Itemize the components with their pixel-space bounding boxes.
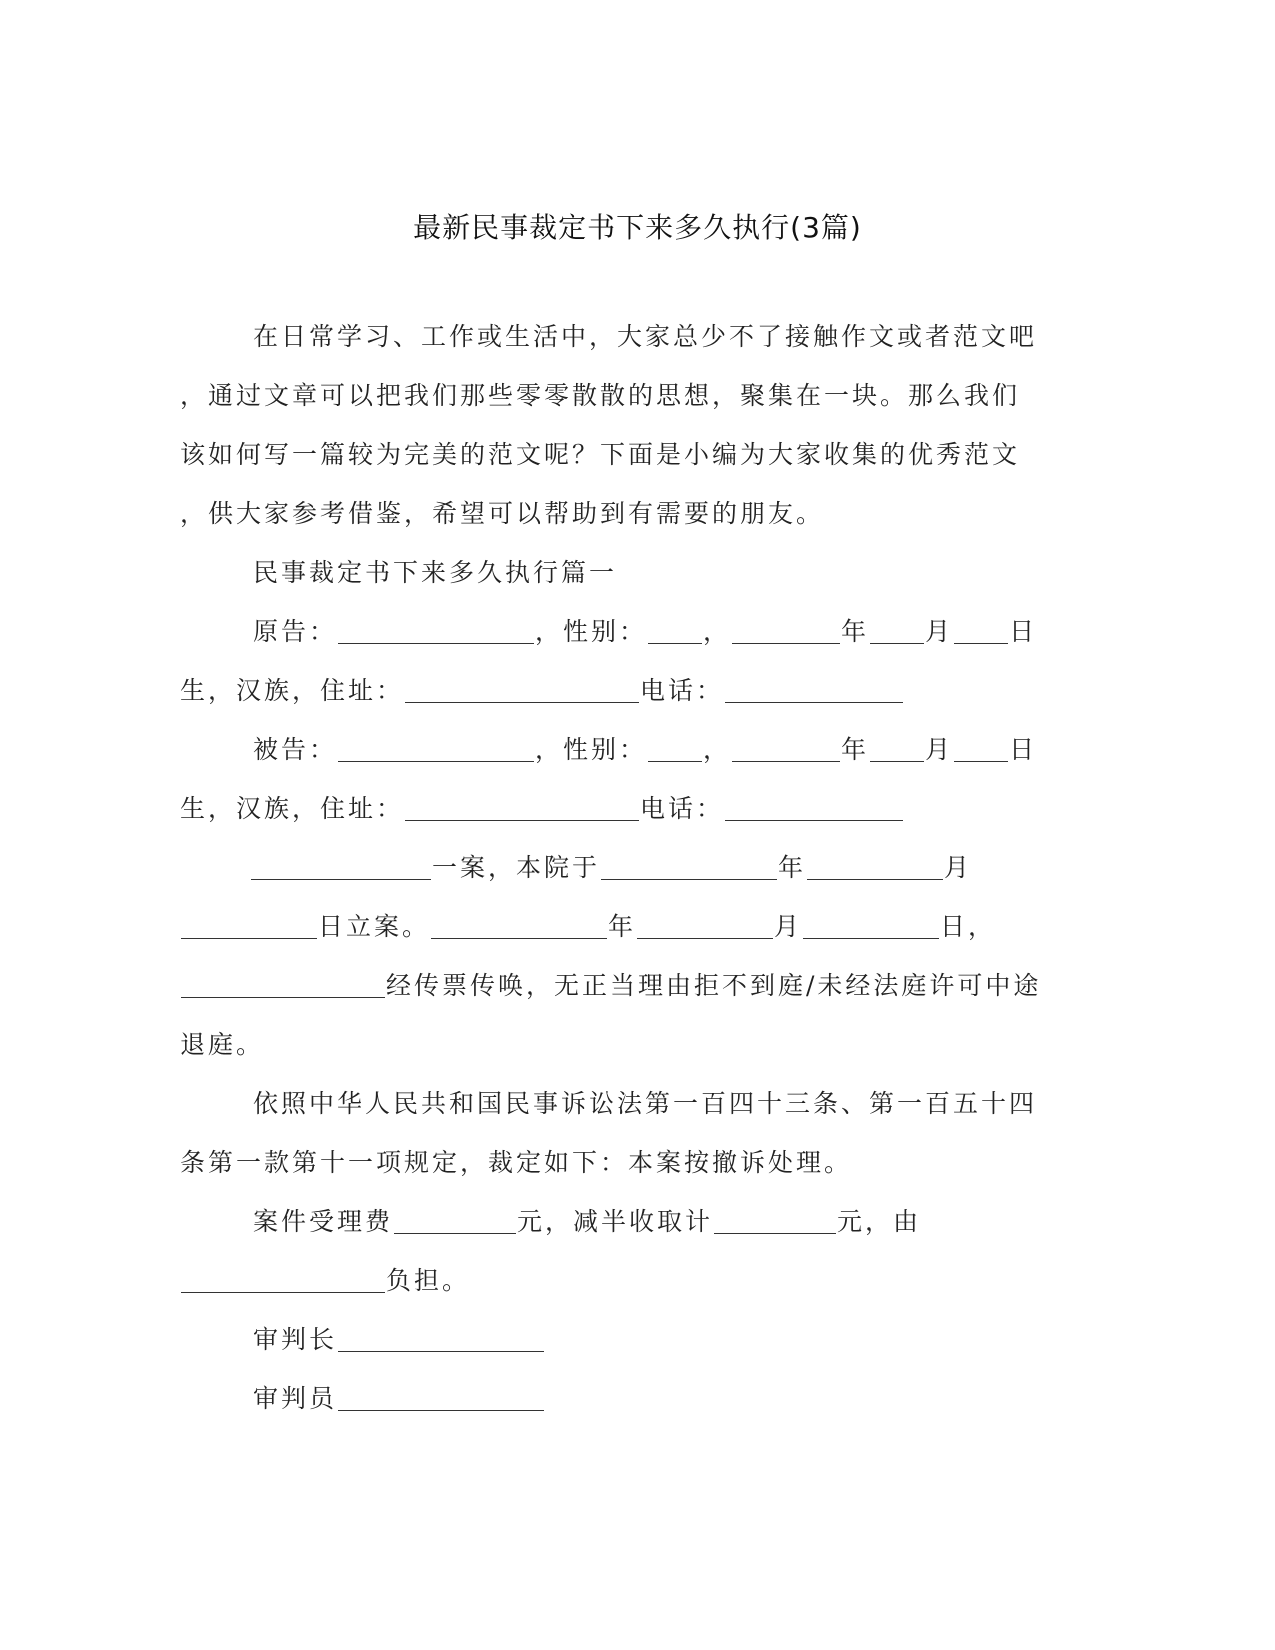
case-text: 一案，本院于 xyxy=(432,853,601,882)
defendant-address-label: 生，汉族，住址： xyxy=(180,794,405,823)
case-absence-text: 经传票传唤，无正当理由拒不到庭/未经法庭许可中途 xyxy=(386,971,1042,1000)
comma: ， xyxy=(703,735,732,764)
plaintiff-label: 原告： xyxy=(253,617,338,646)
defendant-address-blank[interactable] xyxy=(405,796,639,821)
section-heading: 民事裁定书下来多久执行篇一 xyxy=(253,558,618,587)
defendant-phone-blank[interactable] xyxy=(725,796,903,821)
case-line-1 xyxy=(250,853,972,883)
plaintiff-line-1 xyxy=(253,617,1037,647)
plaintiff-address-label: 生，汉族，住址： xyxy=(180,676,405,705)
document-title: 最新民事裁定书下来多久执行(3篇) xyxy=(413,211,862,244)
hearing-year-blank[interactable] xyxy=(431,914,607,939)
plaintiff-phone-label: 电话： xyxy=(640,676,725,705)
fee-line-1 xyxy=(253,1207,921,1237)
party-blank[interactable] xyxy=(181,973,385,998)
plaintiff-line-2 xyxy=(180,676,904,706)
day-label: 日 xyxy=(1009,735,1038,764)
fee-payer-label: 元，由 xyxy=(837,1207,922,1236)
defendant-line-2 xyxy=(180,794,904,824)
case-line-3 xyxy=(180,971,1041,1001)
judge-line xyxy=(253,1384,545,1414)
plaintiff-birth-day-blank[interactable] xyxy=(954,619,1008,644)
year-label: 年 xyxy=(841,617,870,646)
year-label: 年 xyxy=(778,853,807,882)
chief-judge-line xyxy=(253,1325,545,1355)
case-line-4: 退庭。 xyxy=(180,1030,265,1059)
day-label: 日， xyxy=(940,912,997,941)
case-line-2 xyxy=(180,912,996,942)
intro-line-4: ，供大家参考借鉴，希望可以帮助到有需要的朋友。 xyxy=(180,499,825,528)
plaintiff-birth-year-blank[interactable] xyxy=(732,619,840,644)
fee-burden-text: 负担。 xyxy=(386,1266,471,1295)
fee-payer-blank[interactable] xyxy=(181,1268,385,1293)
month-label: 月 xyxy=(925,735,954,764)
defendant-line-1 xyxy=(253,735,1037,765)
month-label: 月 xyxy=(774,912,803,941)
fee-line-2 xyxy=(180,1266,470,1296)
plaintiff-name-blank[interactable] xyxy=(338,619,534,644)
plaintiff-birth-month-blank[interactable] xyxy=(870,619,924,644)
defendant-label: 被告： xyxy=(253,735,338,764)
plaintiff-address-blank[interactable] xyxy=(405,678,639,703)
fee-half-label: 元，减半收取计 xyxy=(517,1207,714,1236)
defendant-gender-label: ，性别： xyxy=(535,735,648,764)
month-label: 月 xyxy=(944,853,973,882)
defendant-birth-day-blank[interactable] xyxy=(954,737,1008,762)
filing-month-blank[interactable] xyxy=(807,855,943,880)
plaintiff-gender-label: ，性别： xyxy=(535,617,648,646)
plaintiff-phone-blank[interactable] xyxy=(725,678,903,703)
defendant-birth-year-blank[interactable] xyxy=(732,737,840,762)
judge-blank[interactable] xyxy=(338,1386,544,1411)
defendant-gender-blank[interactable] xyxy=(648,737,702,762)
hearing-month-blank[interactable] xyxy=(637,914,773,939)
plaintiff-gender-blank[interactable] xyxy=(648,619,702,644)
intro-line-2: ，通过文章可以把我们那些零零散散的思想，聚集在一块。那么我们 xyxy=(180,381,1021,410)
fee-label: 案件受理费 xyxy=(253,1207,394,1236)
case-name-blank[interactable] xyxy=(251,855,431,880)
filing-day-blank[interactable] xyxy=(181,914,317,939)
filing-year-blank[interactable] xyxy=(601,855,777,880)
year-label: 年 xyxy=(841,735,870,764)
defendant-birth-month-blank[interactable] xyxy=(870,737,924,762)
case-filed-text: 日立案。 xyxy=(318,912,431,941)
fee-half-amount-blank[interactable] xyxy=(714,1209,836,1234)
judge-label: 审判员 xyxy=(253,1384,338,1413)
defendant-phone-label: 电话： xyxy=(640,794,725,823)
defendant-name-blank[interactable] xyxy=(338,737,534,762)
ruling-line-2: 条第一款第十一项规定，裁定如下：本案按撤诉处理。 xyxy=(180,1148,853,1177)
ruling-line-1: 依照中华人民共和国民事诉讼法第一百四十三条、第一百五十四 xyxy=(253,1089,1038,1118)
month-label: 月 xyxy=(925,617,954,646)
day-label: 日 xyxy=(1009,617,1038,646)
intro-line-3: 该如何写一篇较为完美的范文呢？下面是小编为大家收集的优秀范文 xyxy=(180,440,1021,469)
chief-judge-blank[interactable] xyxy=(338,1327,544,1352)
year-label: 年 xyxy=(608,912,637,941)
comma: ， xyxy=(703,617,732,646)
intro-line-1: 在日常学习、工作或生活中，大家总少不了接触作文或者范文吧 xyxy=(253,322,1038,351)
fee-amount-blank[interactable] xyxy=(394,1209,516,1234)
chief-judge-label: 审判长 xyxy=(253,1325,338,1354)
hearing-day-blank[interactable] xyxy=(803,914,939,939)
